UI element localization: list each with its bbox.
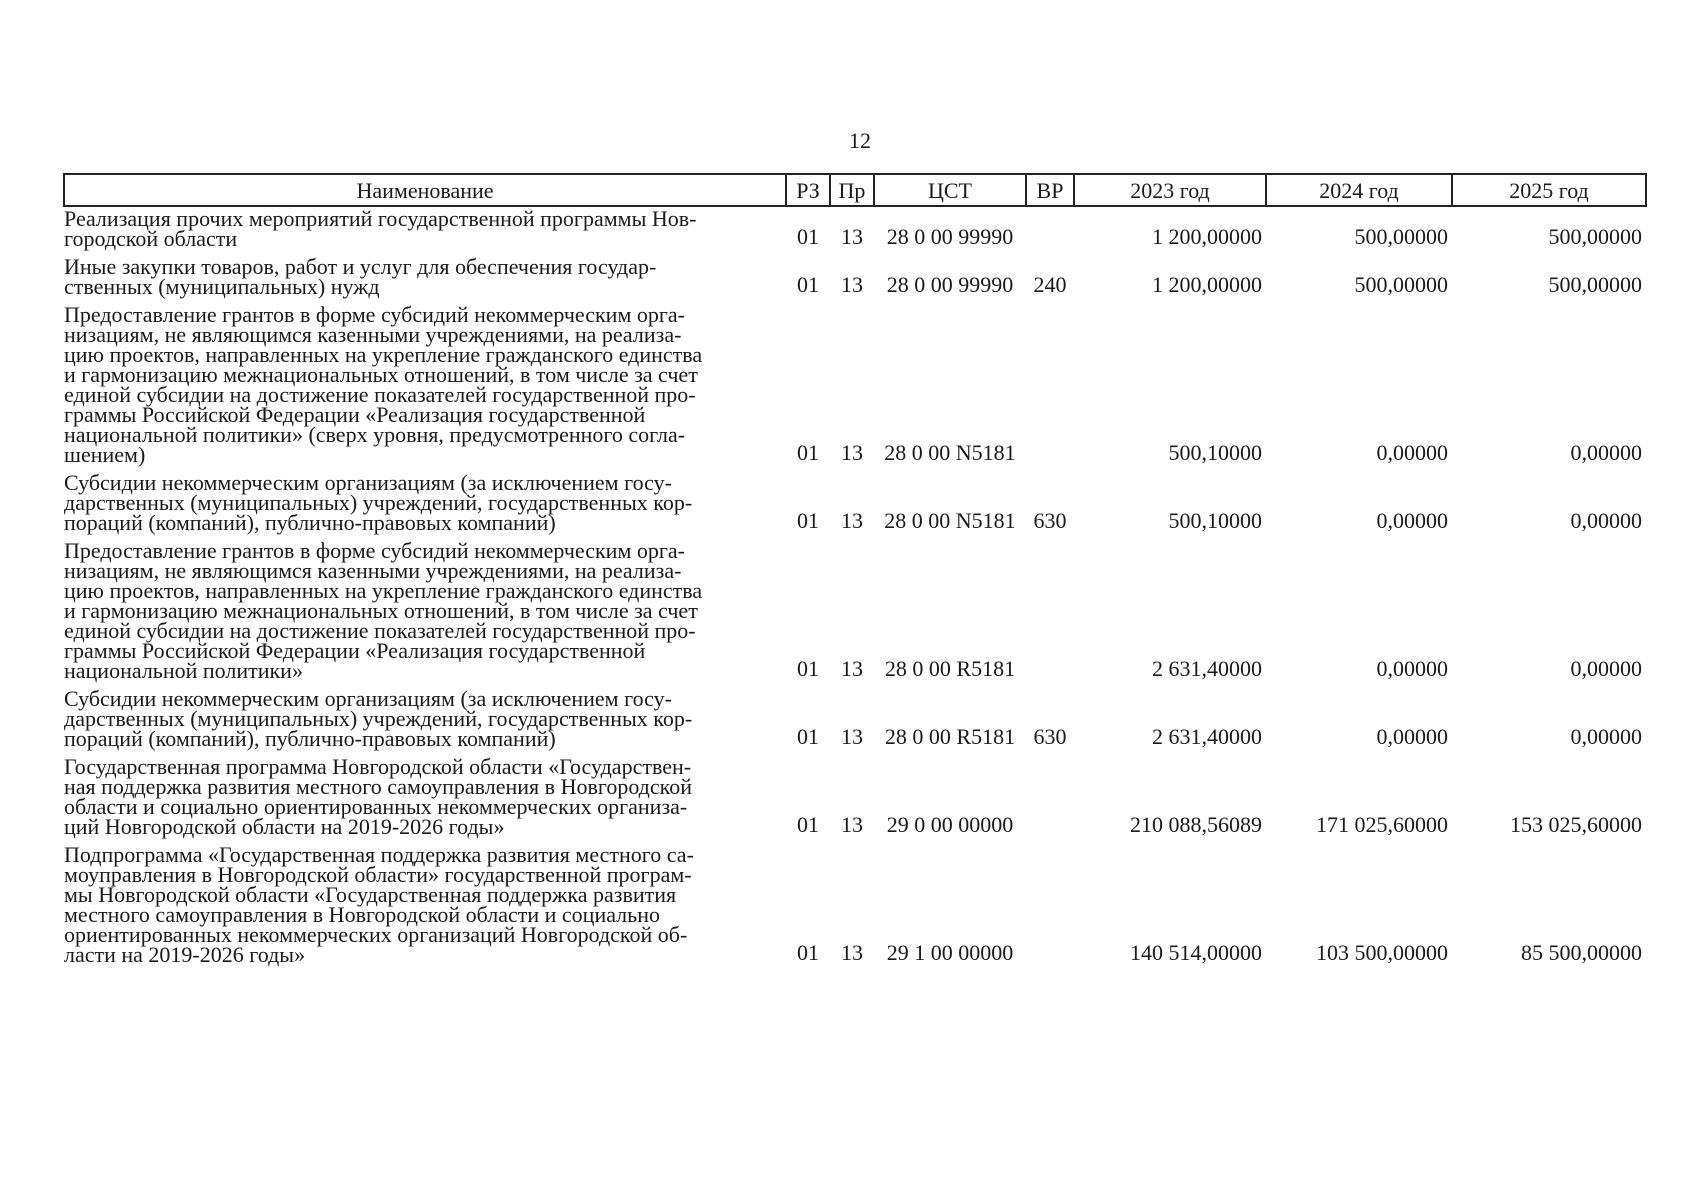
header-rz: РЗ	[786, 174, 830, 206]
row-name-line: цию проектов, направленных на укрепление гражданского единства	[64, 578, 703, 603]
row-2023-cell: 140 514,00000	[1130, 940, 1262, 965]
header-cst: ЦСТ	[874, 174, 1026, 206]
row-name-line: Государственная программа Новгородской области «Государствен-	[64, 754, 692, 779]
row-vr-cell	[1026, 843, 1074, 971]
row-pr-cell: 13	[841, 272, 863, 297]
row-cst-cell: 28 0 00 N5181	[884, 508, 1016, 533]
table-header-row	[64, 174, 1646, 206]
row-2025-cell: 0,00000	[1570, 656, 1642, 681]
row-name-line: местного самоуправления в Новгородской области и социально	[64, 902, 660, 927]
row-vr-cell: 240	[1033, 272, 1067, 297]
row-vr-cell	[1026, 755, 1074, 843]
row-pr-cell: 13	[841, 508, 863, 533]
row-name-line: национальной политики» (сверх уровня, предусмотренного согла-	[64, 422, 686, 447]
row-pr-cell: 13	[841, 940, 863, 965]
row-2023-cell: 500,10000	[1168, 508, 1262, 533]
row-name-line: шением)	[64, 442, 146, 467]
header-2023: 2023 год	[1074, 174, 1266, 206]
row-pr-cell: 13	[841, 812, 863, 837]
row-name-cell	[64, 471, 786, 539]
row-2025-cell: 500,00000	[1548, 272, 1642, 297]
table-row	[64, 687, 1646, 755]
row-name-line: низациям, не являющимся казенными учреждениями, на реализа-	[64, 322, 682, 347]
row-2025-cell: 0,00000	[1570, 724, 1642, 749]
row-rz-cell: 01	[797, 656, 819, 681]
row-name-line: Реализация прочих мероприятий государственной программы Нов-	[64, 206, 697, 231]
row-name-line: моуправления в Новгородской области» государственной програм-	[64, 862, 692, 887]
row-vr-cell: 630	[1033, 724, 1067, 749]
header-2025: 2025 год	[1452, 174, 1646, 206]
row-pr-cell: 13	[841, 440, 863, 465]
row-2023-cell: 500,10000	[1168, 440, 1262, 465]
row-name-line: Предоставление грантов в форме субсидий некоммерческим орга-	[64, 302, 685, 327]
row-name-line: Субсидии некоммерческим организациям (за исключением госу-	[64, 686, 672, 711]
table-row	[64, 843, 1646, 971]
row-2024-cell: 0,00000	[1376, 724, 1448, 749]
table-row	[64, 255, 1646, 303]
row-name-line: дарственных (муниципальных) учреждений, государственных кор-	[64, 490, 693, 515]
row-2025-cell: 85 500,00000	[1521, 940, 1642, 965]
row-name-line: Субсидии некоммерческим организациям (за исключением госу-	[64, 470, 672, 495]
row-name-cell	[64, 687, 786, 755]
row-name-line: Предоставление грантов в форме субсидий некоммерческим орга-	[64, 538, 685, 563]
row-vr-cell: 630	[1033, 508, 1067, 533]
row-name-line: единой субсидии на достижение показателей государственной про-	[64, 618, 696, 643]
row-vr-cell	[1026, 303, 1074, 471]
row-2024-cell: 0,00000	[1376, 656, 1448, 681]
row-pr-cell: 13	[841, 656, 863, 681]
row-2023-cell: 1 200,00000	[1152, 224, 1262, 249]
row-2025-cell: 153 025,60000	[1510, 812, 1642, 837]
row-name-line: ций Новгородской области на 2019-2026 годы»	[64, 814, 505, 839]
row-name-line: ласти на 2019-2026 годы»	[64, 942, 306, 967]
header-vr: ВР	[1026, 174, 1074, 206]
row-2023-cell: 210 088,56089	[1130, 812, 1262, 837]
row-cst-cell: 28 0 00 99990	[886, 272, 1014, 297]
row-name-line: цию проектов, направленных на укрепление гражданского единства	[64, 342, 703, 367]
row-name-line: единой субсидии на достижение показателей государственной про-	[64, 382, 696, 407]
row-rz-cell: 01	[797, 508, 819, 533]
row-2024-cell: 0,00000	[1376, 508, 1448, 533]
row-2025-cell: 500,00000	[1548, 224, 1642, 249]
row-2024-cell: 0,00000	[1376, 440, 1448, 465]
row-name-line: ориентированных некоммерческих организаций Новгородской об-	[64, 922, 688, 947]
row-pr-cell: 13	[841, 724, 863, 749]
row-name-line: граммы Российской Федерации «Реализация государственной	[64, 402, 646, 427]
row-2024-cell: 500,00000	[1354, 272, 1448, 297]
row-name-line: пораций (компаний), публично-правовых компаний)	[64, 510, 556, 535]
row-name-line: низациям, не являющимся казенными учреждениями, на реализа-	[64, 558, 682, 583]
row-name-cell	[64, 255, 786, 303]
table-row	[64, 755, 1646, 843]
row-name-line: и гармонизацию межнациональных отношений, в том числе за счет	[64, 598, 698, 623]
row-name-line: Подпрограмма «Государственная поддержка развития местного са-	[64, 842, 694, 867]
row-rz-cell: 01	[797, 724, 819, 749]
row-2024-cell: 500,00000	[1354, 224, 1448, 249]
row-name-cell	[64, 303, 786, 471]
row-rz-cell: 01	[797, 224, 819, 249]
row-name-cell	[64, 206, 786, 255]
table-row	[64, 471, 1646, 539]
row-cst-cell: 28 0 00 R5181	[884, 656, 1016, 681]
row-2025-cell: 0,00000	[1570, 508, 1642, 533]
row-name-line: и гармонизацию межнациональных отношений, в том числе за счет	[64, 362, 698, 387]
row-name-line: ная поддержка развития местного самоуправления в Новгородской	[64, 774, 692, 799]
row-2025-cell: 0,00000	[1570, 440, 1642, 465]
page-number: 12	[849, 128, 871, 153]
row-name-line: области и социально ориентированных некоммерческих организа-	[64, 794, 688, 819]
row-rz-cell: 01	[797, 272, 819, 297]
row-cst-cell: 28 0 00 R5181	[884, 724, 1016, 749]
row-cst-cell: 29 0 00 00000	[886, 812, 1014, 837]
row-name-line: пораций (компаний), публично-правовых компаний)	[64, 726, 556, 751]
row-rz-cell: 01	[797, 440, 819, 465]
table-row	[64, 539, 1646, 687]
row-name-cell	[64, 755, 786, 843]
row-pr-cell: 13	[841, 224, 863, 249]
header-name: Наименование	[64, 174, 786, 206]
row-2024-cell: 103 500,00000	[1316, 940, 1448, 965]
row-cst-cell: 28 0 00 N5181	[884, 440, 1016, 465]
row-2023-cell: 2 631,40000	[1152, 724, 1262, 749]
row-name-line: городской области	[64, 226, 238, 251]
row-name-cell	[64, 843, 786, 971]
header-pr: Пр	[830, 174, 874, 206]
row-rz-cell: 01	[797, 940, 819, 965]
row-2023-cell: 1 200,00000	[1152, 272, 1262, 297]
row-name-line: Иные закупки товаров, работ и услуг для обеспечения государ-	[64, 254, 657, 279]
table-body	[64, 206, 1646, 971]
row-vr-cell	[1026, 539, 1074, 687]
row-name-line: граммы Российской Федерации «Реализация государственной	[64, 638, 646, 663]
row-vr-cell	[1026, 206, 1074, 255]
row-cst-cell: 28 0 00 99990	[886, 224, 1014, 249]
budget-table	[63, 173, 1647, 971]
row-name-line: ственных (муниципальных) нужд	[64, 274, 380, 299]
table-row	[64, 206, 1646, 255]
row-cst-cell: 29 1 00 00000	[886, 940, 1014, 965]
table-row	[64, 303, 1646, 471]
row-name-cell	[64, 539, 786, 687]
header-2024: 2024 год	[1266, 174, 1452, 206]
row-rz-cell: 01	[797, 812, 819, 837]
row-2023-cell: 2 631,40000	[1152, 656, 1262, 681]
row-name-line: дарственных (муниципальных) учреждений, государственных кор-	[64, 706, 693, 731]
row-name-line: национальной политики»	[64, 658, 303, 683]
row-name-line: мы Новгородской области «Государственная поддержка развития	[64, 882, 677, 907]
row-2024-cell: 171 025,60000	[1316, 812, 1448, 837]
